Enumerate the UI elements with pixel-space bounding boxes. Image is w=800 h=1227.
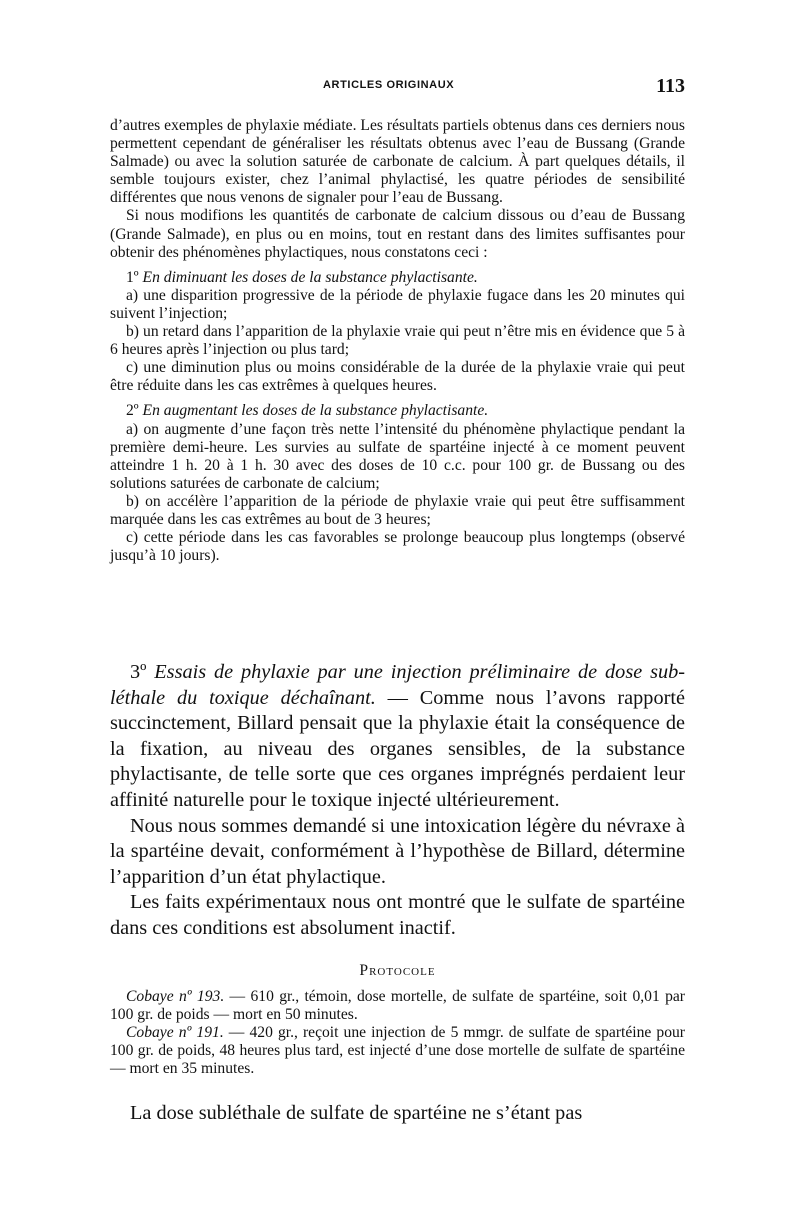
- section-1-item-c: c) une diminution plus ou moins considérable de la durée de la phylaxie vraie qui peut être réduite dans les cas extrêmes à quelques heures.: [110, 359, 685, 395]
- section-2-title: En augmentant les doses de la substance phylactisante.: [142, 402, 489, 420]
- protocol-entry-193: [110, 988, 685, 1024]
- section-2-heading: [110, 402, 685, 420]
- section-1-heading: [110, 269, 685, 287]
- protocol-entry-191: [110, 1024, 685, 1078]
- section-2-item-b: b) on accélère l’apparition de la période de phylaxie vraie qui peut être suffisamment marquée dans les cas extrêmes au bout de 3 heures;: [110, 492, 685, 528]
- section-2-item-a: a) on augmente d’une façon très nette l’intensité du phénomène phylactique pendant la première demi-heure. Les survies au sulfate de spartéine injecté à ce moment peuvent atteindre 1 h. 20 à 1 h. 30 avec des doses de 10 c.c. pour 100 gr. de Bussang ou des solutions saturées de carbonate de calcium;: [110, 420, 685, 492]
- paragraph-intoxication: Nous nous sommes demandé si une intoxication légère du névraxe à la spartéine devait, conformément à l’hypothèse de Billard, détermine l’apparition d’un état phylactique.: [110, 814, 685, 888]
- final-line: La dose subléthale de sulfate de spartéine ne s’étant pas: [130, 1102, 583, 1124]
- section-3-text: — Comme nous l’avons rapporté succinctement, Billard pensait que la phylaxie était la conséquence de la fixation, au niveau des organes sensibles, de la substance phylactisante, de telle sorte que ces organes imprégnés perdaient leur affinité naturelle pour le toxique injecté ultérieurement.: [110, 686, 685, 811]
- section-1-title: En diminuant les doses de la substance phylactisante.: [142, 268, 478, 286]
- section-3-paragraph: [110, 660, 685, 814]
- protocol-heading: Protocole: [359, 962, 436, 979]
- cobaye-193-label: Cobaye nº 193.: [126, 988, 225, 1006]
- section-3-number: 3º: [130, 661, 147, 683]
- paragraph-results: Les faits expérimentaux nous ont montré que le sulfate de spartéine dans ces conditions est absolument inactif.: [110, 891, 685, 939]
- protocol-block: [110, 962, 685, 1079]
- section-1-number: 1º: [126, 268, 139, 286]
- paragraph-modifications: Si nous modifions les quantités de carbonate de calcium dissous ou d’eau de Bussang (Grande Salmade), en plus ou en moins, tout en restant dans des limites suffisantes pour obtenir des phénomènes phylactiques, nous constatons ceci :: [110, 207, 685, 261]
- section-2-number: 2º: [126, 402, 139, 420]
- section-1-item-a: a) une disparition progressive de la période de phylaxie fugace dans les 20 minutes qui suivent l’injection;: [110, 286, 685, 322]
- section-3-title: Essais de phylaxie par une injection préliminaire de dose sub-léthale du toxique déchaînant.: [110, 661, 685, 709]
- running-title: ARTICLES ORIGINAUX: [323, 79, 455, 91]
- small-text-block: [110, 117, 685, 565]
- page-header: [110, 75, 685, 98]
- cobaye-193-text: — 610 gr., témoin, dose mortelle, de sulfate de spartéine, soit 0,01 par 100 gr. de poids — mort en 50 minutes.: [110, 988, 685, 1024]
- section-2-item-c: c) cette période dans les cas favorables se prolonge beaucoup plus longtemps (observé jusqu’à 10 jours).: [110, 529, 685, 565]
- large-text-block: [110, 660, 685, 942]
- cobaye-191-label: Cobaye nº 191.: [126, 1024, 224, 1042]
- final-text-block: [110, 1101, 685, 1127]
- page-number: 113: [656, 75, 685, 97]
- paragraph-continuation: d’autres exemples de phylaxie médiate. Les résultats partiels obtenus dans ces derniers nous permettent cependant de généraliser les résultats obtenus avec l’eau de Bussang (Grande Salmade) ou avec la solution saturée de carbonate de calcium. À part quelques détails, il semble toujours exister, chez l’animal phylactisé, les quatre périodes de sensibilité différentes que nous venons de signaler pour l’eau de Bussang.: [110, 117, 685, 207]
- section-1-item-b: b) un retard dans l’apparition de la phylaxie vraie qui peut n’être mis en évidence que 5 à 6 heures après l’injection ou plus tard;: [110, 323, 685, 359]
- cobaye-191-text: — 420 gr., reçoit une injection de 5 mmgr. de sulfate de spartéine pour 100 gr. de poids, 48 heures plus tard, est injecté d’une dose mortelle de sulfate de spartéine — mort en 35 minutes.: [110, 1024, 685, 1078]
